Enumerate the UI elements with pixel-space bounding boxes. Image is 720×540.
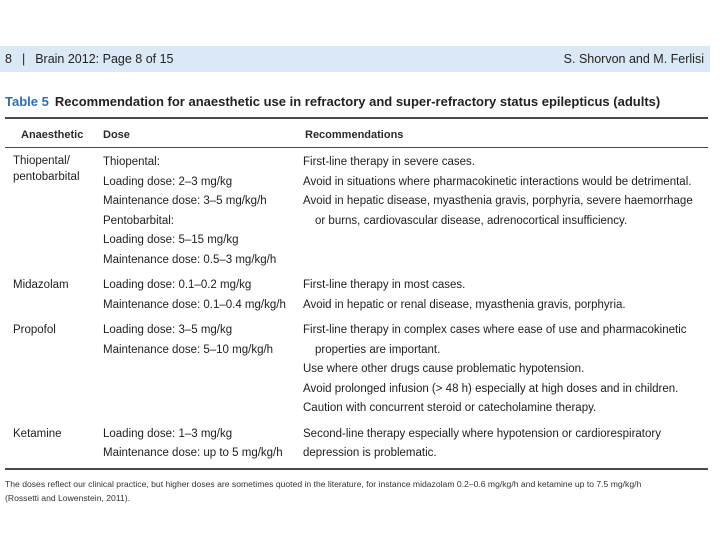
column-header-recommendations: Recommendations: [305, 129, 404, 141]
page-number: 8: [5, 52, 12, 66]
table-label: Table 5: [5, 94, 49, 109]
dose-line: Maintenance dose: 0.1–0.4 mg/kg/h: [103, 298, 286, 311]
dose-cell: [103, 276, 303, 315]
table-top-rule: [5, 117, 708, 119]
anaesthetic-cell: [5, 153, 103, 270]
journal-header-bar: [0, 46, 710, 72]
table-row: [5, 153, 708, 270]
recommendation-line: Second-line therapy especially where hypotension or cardiorespiratory: [303, 427, 661, 440]
dose-line: Loading dose: 3–5 mg/kg: [103, 324, 233, 336]
dose-line: Maintenance dose: 3–5 mg/kg/h: [103, 195, 267, 207]
recommendation-line: properties are important.: [315, 343, 441, 356]
dose-cell: [103, 321, 303, 419]
recommendation-cell: [303, 276, 708, 315]
header-separator: |: [21, 52, 26, 66]
dose-line: Maintenance dose: up to 5 mg/kg/h: [103, 447, 283, 459]
recommendation-line: Use where other drugs cause problematic hypotension.: [303, 363, 585, 375]
dose-line: Thiopental:: [103, 156, 160, 168]
dose-line: Loading dose: 5–15 mg/kg: [103, 234, 239, 246]
anaesthetic-cell: [5, 276, 103, 315]
anaesthetic-name: Thiopental/: [13, 155, 70, 167]
anaesthetic-cell: [5, 321, 103, 419]
recommendation-line: First-line therapy in severe cases.: [303, 156, 475, 168]
dose-line: Loading dose: 1–3 mg/kg: [103, 427, 233, 440]
recommendation-line: Avoid in hepatic or renal disease, myasthenia gravis, porphyria.: [303, 298, 626, 311]
recommendation-line: First-line therapy in most cases.: [303, 279, 466, 291]
dose-line: Pentobarbital:: [103, 214, 174, 227]
table-row: [5, 276, 708, 315]
footnote-line: The doses reflect our clinical practice, but higher doses are sometimes quoted in the literature, for instance midazolam 0.2–0.6 mg/kg/h and ketamine up to 7.5 mg/kg/h: [5, 479, 642, 489]
table-title: Recommendation for anaesthetic use in refractory and super-refractory status epilepticus (adults): [54, 94, 661, 109]
table-bottom-rule: [5, 468, 708, 470]
recommendation-line: Avoid in situations where pharmacokinetic interactions would be detrimental.: [303, 175, 692, 188]
anaesthetic-name: Midazolam: [13, 279, 69, 291]
table-caption: [5, 94, 660, 109]
table-row: [5, 321, 708, 419]
recommendation-cell: [303, 425, 708, 464]
recommendation-cell: [303, 321, 708, 419]
recommendation-cell: [303, 153, 708, 270]
anaesthetic-name: Propofol: [13, 324, 56, 336]
journal-reference: Brain 2012: Page 8 of 15: [35, 52, 174, 66]
table-body: [5, 153, 708, 464]
recommendation-line: First-line therapy in complex cases where ease of use and pharmacokinetic: [303, 324, 687, 336]
recommendation-line: Avoid in hepatic disease, myasthenia gravis, porphyria, severe haemorrhage: [303, 195, 693, 207]
recommendation-line: depression is problematic.: [303, 447, 437, 459]
recommendation-line: Caution with concurrent steroid or catecholamine therapy.: [303, 402, 597, 414]
dose-line: Loading dose: 0.1–0.2 mg/kg: [103, 279, 252, 291]
anaesthetic-name: Ketamine: [13, 427, 62, 440]
column-header-dose: Dose: [103, 129, 130, 141]
dose-line: Loading dose: 2–3 mg/kg: [103, 175, 233, 188]
table-footnote: [5, 477, 708, 505]
table-row: [5, 425, 708, 464]
dose-cell: [103, 153, 303, 270]
article-authors: S. Shorvon and M. Ferlisi: [563, 52, 704, 66]
dose-cell: [103, 425, 303, 464]
dose-line: Maintenance dose: 5–10 mg/kg/h: [103, 343, 274, 356]
column-header-anaesthetic: Anaesthetic: [21, 129, 84, 141]
footnote-line: (Rossetti and Lowenstein, 2011).: [5, 493, 130, 503]
recommendation-line: Avoid prolonged infusion (> 48 h) especially at high doses and in children.: [303, 382, 679, 395]
anaesthetic-name: pentobarbital: [13, 171, 80, 183]
recommendation-line: or burns, cardiovascular disease, adrenocortical insufficiency.: [315, 214, 628, 227]
header-rule: [5, 147, 708, 148]
anaesthetic-cell: [5, 425, 103, 464]
dose-line: Maintenance dose: 0.5–3 mg/kg/h: [103, 253, 277, 266]
